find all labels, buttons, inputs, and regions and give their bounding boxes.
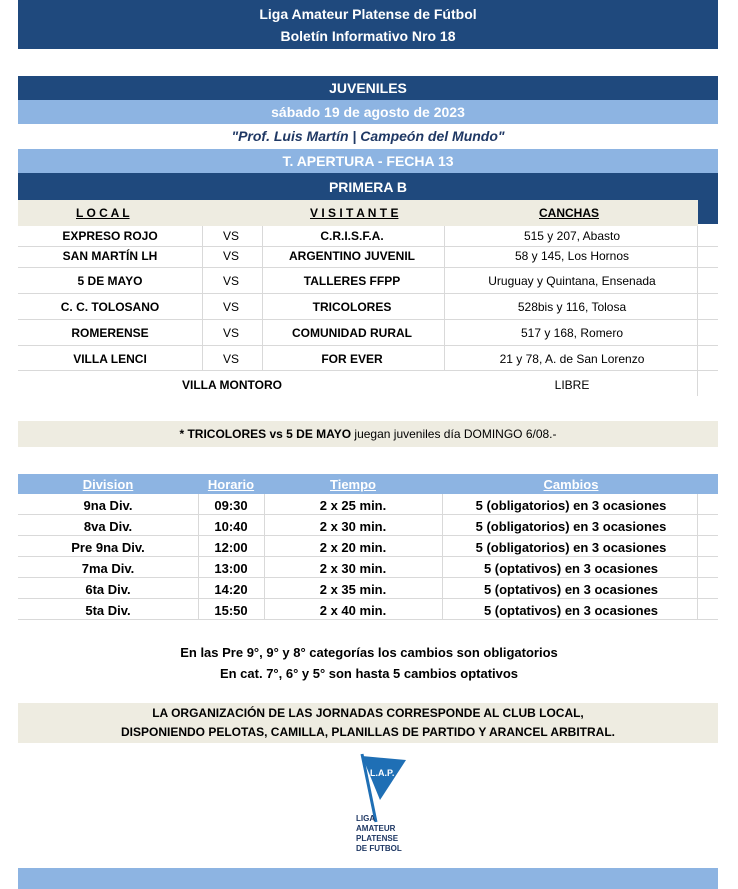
substitutions: 5 (obligatorios) en 3 ocasiones <box>475 498 667 513</box>
division-name: 7ma Div. <box>81 561 135 576</box>
vs-label: VS <box>222 300 239 314</box>
visiting-team: TALLERES FFPP <box>303 274 401 288</box>
match-duration: 2 x 40 min. <box>319 603 387 618</box>
tournament-bar: T. APERTURA - FECHA 13 <box>18 149 718 173</box>
venue: 58 y 145, Los Hornos <box>514 249 630 263</box>
logo-line: AMATEUR <box>356 824 396 833</box>
substitutions: 5 (optativos) en 3 ocasiones <box>483 603 659 618</box>
header-tiempo: Tiempo <box>330 477 376 492</box>
vs-label: VS <box>222 229 239 243</box>
vs-label: VS <box>222 326 239 340</box>
column-divider <box>202 226 203 371</box>
table-row <box>18 294 718 320</box>
venue: Uruguay y Quintana, Ensenada <box>488 274 656 288</box>
division-bar: PRIMERA B <box>18 173 718 200</box>
schedule-note <box>18 421 718 447</box>
column-divider <box>264 494 265 620</box>
times-header <box>18 474 718 494</box>
note-rest: juegan juveniles día DOMINGO 6/08.- <box>351 427 557 441</box>
table-row <box>18 494 718 515</box>
column-divider <box>198 494 199 620</box>
table-row <box>18 557 718 578</box>
match-duration: 2 x 25 min. <box>319 498 387 513</box>
header-banner <box>18 0 718 49</box>
division-bar-tail <box>698 200 718 224</box>
libre-label: LIBRE <box>554 378 590 392</box>
column-divider <box>262 226 263 371</box>
header-cambios: Cambios <box>543 477 599 492</box>
dedication: "Prof. Luis Martín | Campeón del Mundo" <box>231 128 505 144</box>
division-name: 9na Div. <box>83 498 133 513</box>
footer-bar <box>18 868 718 889</box>
table-row-libre <box>18 371 718 396</box>
bulletin-title: Boletín Informativo Nro 18 <box>280 27 456 44</box>
local-team: C. C. TOLOSANO <box>60 300 160 314</box>
organization-note <box>18 703 718 743</box>
league-title: Liga Amateur Platense de Fútbol <box>259 5 477 22</box>
local-team: VILLA LENCI <box>73 352 147 366</box>
visiting-team: FOR EVER <box>321 352 383 366</box>
table-row <box>18 536 718 557</box>
venue: 528bis y 116, Tolosa <box>517 300 627 314</box>
column-divider <box>444 226 445 371</box>
start-time: 09:30 <box>214 498 248 513</box>
date-bar: sábado 19 de agosto de 2023 <box>18 100 718 124</box>
column-divider <box>697 494 698 620</box>
start-time: 15:50 <box>214 603 248 618</box>
header-visitante: V I S I T A N T E <box>310 206 399 220</box>
organization-line-1: LA ORGANIZACIÓN DE LAS JORNADAS CORRESPONDE AL CLUB LOCAL, <box>152 706 584 720</box>
flag-text: L.A.P. <box>370 768 395 778</box>
venue: 21 y 78, A. de San Lorenzo <box>499 352 645 366</box>
match-duration: 2 x 20 min. <box>319 540 387 555</box>
vs-label: VS <box>222 249 239 263</box>
header-local: L O C A L <box>76 206 130 220</box>
libre-team: VILLA MONTORO <box>182 378 282 392</box>
venue: 515 y 207, Abasto <box>523 229 621 243</box>
category-bar: JUVENILES <box>18 76 718 100</box>
organization-line-2: DISPONIENDO PELOTAS, CAMILLA, PLANILLAS DE PARTIDO Y ARANCEL ARBITRAL. <box>120 725 615 739</box>
venue: 517 y 168, Romero <box>520 326 624 340</box>
note-bold: * TRICOLORES vs 5 DE MAYO <box>179 427 352 441</box>
column-divider <box>697 226 698 396</box>
division-name: 6ta Div. <box>85 582 131 597</box>
division-name: 8va Div. <box>83 519 133 534</box>
rules-line-2: En cat. 7°, 6° y 5° son hasta 5 cambios optativos <box>219 666 519 681</box>
visiting-team: COMUNIDAD RURAL <box>292 326 412 340</box>
table-row <box>18 578 718 599</box>
column-divider <box>442 494 443 620</box>
visiting-team: C.R.I.S.F.A. <box>320 229 384 243</box>
match-duration: 2 x 35 min. <box>319 582 387 597</box>
logo-line: DE FUTBOL <box>356 844 402 853</box>
visiting-team: ARGENTINO JUVENIL <box>288 249 415 263</box>
table-row <box>18 599 718 620</box>
rules-line-1: En las Pre 9°, 9° y 8° categorías los cambios son obligatorios <box>180 645 558 660</box>
fixture-header <box>18 200 698 226</box>
local-team: SAN MARTÍN LH <box>62 249 158 263</box>
substitutions: 5 (optativos) en 3 ocasiones <box>483 561 659 576</box>
division-name: 5ta Div. <box>85 603 131 618</box>
match-duration: 2 x 30 min. <box>319 519 387 534</box>
substitutions: 5 (obligatorios) en 3 ocasiones <box>475 519 667 534</box>
table-row <box>18 226 718 247</box>
division-name: Pre 9na Div. <box>71 540 145 555</box>
vs-label: VS <box>222 274 239 288</box>
header-division: Division <box>82 477 134 492</box>
league-logo <box>340 752 430 868</box>
start-time: 10:40 <box>214 519 248 534</box>
table-row <box>18 515 718 536</box>
table-row <box>18 346 718 371</box>
visiting-team: TRICOLORES <box>312 300 392 314</box>
local-team: 5 DE MAYO <box>77 274 143 288</box>
header-horario: Horario <box>207 477 255 492</box>
match-duration: 2 x 30 min. <box>319 561 387 576</box>
start-time: 12:00 <box>214 540 248 555</box>
header-canchas: CANCHAS <box>539 206 599 220</box>
local-team: EXPRESO ROJO <box>62 229 158 243</box>
substitutions: 5 (optativos) en 3 ocasiones <box>483 582 659 597</box>
table-row <box>18 268 718 294</box>
logo-text <box>356 814 402 854</box>
table-row <box>18 320 718 346</box>
logo-line: LIGA <box>356 814 376 823</box>
substitutions: 5 (obligatorios) en 3 ocasiones <box>475 540 667 555</box>
start-time: 13:00 <box>214 561 248 576</box>
table-row <box>18 247 718 268</box>
vs-label: VS <box>222 352 239 366</box>
local-team: ROMERENSE <box>71 326 149 340</box>
logo-line: PLATENSE <box>356 834 399 843</box>
start-time: 14:20 <box>214 582 248 597</box>
